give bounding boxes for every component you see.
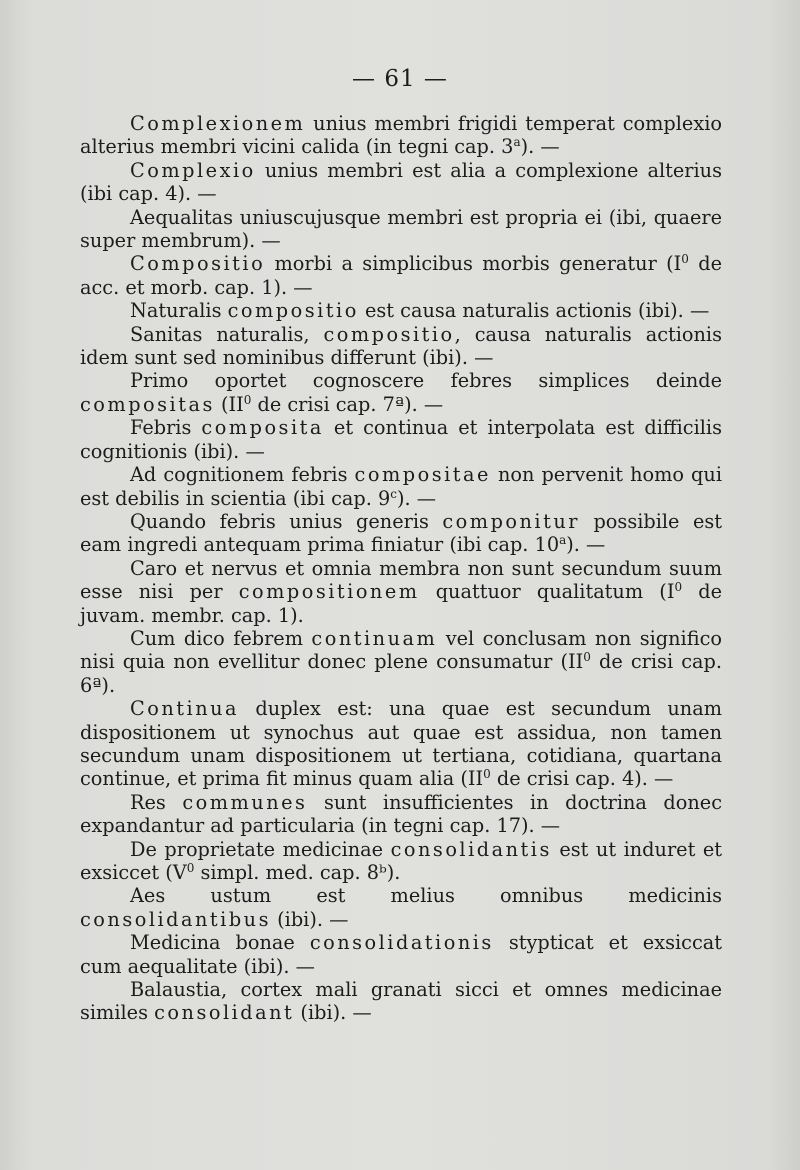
entry-text: possibile est eam ingredi antequam prima finiatur (ibi cap. 10 [80, 509, 722, 557]
entry-text: , causa naturalis actionis idem sunt sed nominibus differunt (ibi). — [80, 322, 722, 370]
entry-paragraph [80, 416, 722, 463]
superscript: a [559, 533, 567, 548]
entry-paragraph [80, 510, 722, 557]
entry-text: Aes ustum est melius omnibus medicinis [130, 884, 722, 908]
spaced-keyword: Complexionem [130, 112, 306, 135]
entry-text: (ibi). — [294, 1001, 372, 1025]
spaced-keyword: compositionem [238, 580, 420, 604]
entry-paragraph [80, 112, 722, 159]
entry-paragraph [80, 978, 722, 1025]
entry-paragraph [80, 838, 722, 885]
entry-text: Ad cognitionem febris [130, 463, 355, 487]
entry-text: unius membri frigidi temperat complexio alterius membri vicini calida (in tegni cap. 3 [80, 112, 722, 159]
entry-text: de crisi cap. 6ª). [80, 650, 722, 697]
entry-paragraph [80, 791, 722, 838]
entry-text: unius membri est alia a complexione alterius (ibi cap. 4). — [80, 158, 722, 206]
entry-text: de acc. et morb. cap. 1). — [80, 252, 722, 299]
spaced-keyword: consolidationis [309, 931, 494, 955]
entry-text: ). — [566, 533, 606, 557]
entry-paragraph [80, 206, 722, 253]
entry-text: Aequalitas uniuscujusque membri est propria ei (ibi, quaere super membrum). — [80, 205, 722, 253]
entry-text: simpl. med. cap. 8ᵇ). [194, 861, 401, 884]
entry-paragraph [80, 159, 722, 206]
spaced-keyword: continuam [311, 626, 438, 650]
spaced-keyword: consolidantis [390, 837, 552, 861]
entry-text: quattuor qualitatum (I [419, 580, 675, 604]
entry-paragraph [80, 627, 722, 697]
entry-text: Cum dico febrem [130, 626, 312, 650]
entry-text: (ibi). — [271, 907, 349, 931]
entry-text: Naturalis [130, 299, 228, 323]
spaced-keyword: compositae [354, 463, 491, 487]
page-number-header: — 61 — [352, 66, 448, 92]
entry-text: ). — [396, 486, 437, 510]
entry-paragraph [80, 252, 722, 299]
entry-paragraph [80, 463, 722, 510]
superscript: 0 [674, 580, 683, 595]
entry-text: stypticat et exsiccat cum aequalitate (ibi). — [80, 931, 722, 978]
entry-text: ). — [520, 135, 560, 159]
superscript: a [513, 135, 521, 150]
spaced-keyword: compositio [323, 322, 455, 346]
superscript: 0 [483, 767, 491, 782]
entry-text: duplex est: una quae est secundum unam dispositionem ut synochus aut quae est assidua, non tamen secundum unam dispositionem ut tertiana, cotidiana, quartana continue, et prima fit minus quam alia (II [80, 697, 722, 791]
superscript: 0 [583, 650, 591, 665]
superscript: 0 [681, 252, 689, 267]
entry-text: morbi a simplicibus morbis generatur (I [265, 252, 682, 276]
entry-paragraph [80, 697, 722, 791]
spaced-keyword: consolidant [154, 1001, 295, 1025]
entry-text: non pervenit homo qui est debilis in scientia (ibi cap. 9 [80, 463, 722, 510]
entry-text: Caro et nervus et omnia membra non sunt secundum suum esse nisi per [80, 556, 722, 604]
entry-text: (II [214, 392, 244, 416]
spaced-keyword: compositas [80, 392, 215, 416]
entry-text: vel conclusam non significo nisi quia non evellitur donec plene consumatur (II [80, 626, 722, 674]
spaced-keyword: Continua [130, 697, 240, 721]
superscript: c [390, 486, 397, 501]
superscript: 0 [243, 392, 252, 407]
spaced-keyword: compositio [227, 299, 359, 323]
entry-text: Primo oportet cognoscere febres simplices deinde [130, 369, 722, 393]
entry-text: Medicina bonae [130, 931, 310, 955]
entry-paragraph [80, 557, 722, 627]
spaced-keyword: Compositio [130, 252, 266, 276]
entry-paragraph [80, 323, 722, 370]
page-body [80, 112, 722, 1025]
entry-text: de crisi cap. 4). — [490, 767, 674, 791]
entry-text: de crisi cap. 7ª). — [251, 392, 444, 416]
entry-text: sunt insufficientes in doctrina donec expandantur ad particularia (in tegni cap. 17). — [80, 790, 722, 838]
entry-text: est causa naturalis actionis (ibi). — [358, 299, 710, 323]
spaced-keyword: componitur [442, 509, 580, 533]
entry-text: Quando febris unius generis [130, 509, 443, 533]
entry-paragraph [80, 299, 722, 322]
entry-text: et continua et interpolata est difficilis cognitionis (ibi). — [80, 416, 722, 463]
entry-text: Sanitas naturalis, [130, 322, 324, 346]
spaced-keyword: consolidantibus [80, 907, 271, 931]
entry-text: de juvam. membr. cap. 1). [80, 580, 722, 627]
spaced-keyword: Complexio [130, 158, 256, 182]
entry-text: Res [130, 790, 183, 814]
superscript: 0 [186, 861, 195, 875]
spaced-keyword: communes [182, 790, 308, 814]
entry-text: est ut induret et exsiccet (V [80, 837, 722, 884]
entry-text: Febris [130, 416, 202, 440]
entry-paragraph [80, 884, 722, 931]
entry-paragraph [80, 369, 722, 416]
entry-paragraph [80, 931, 722, 978]
entry-text: Balaustia, cortex mali granati sicci et omnes medicinae similes [80, 978, 722, 1025]
entry-text: De proprietate medicinae [130, 837, 391, 861]
spaced-keyword: composita [201, 416, 324, 440]
